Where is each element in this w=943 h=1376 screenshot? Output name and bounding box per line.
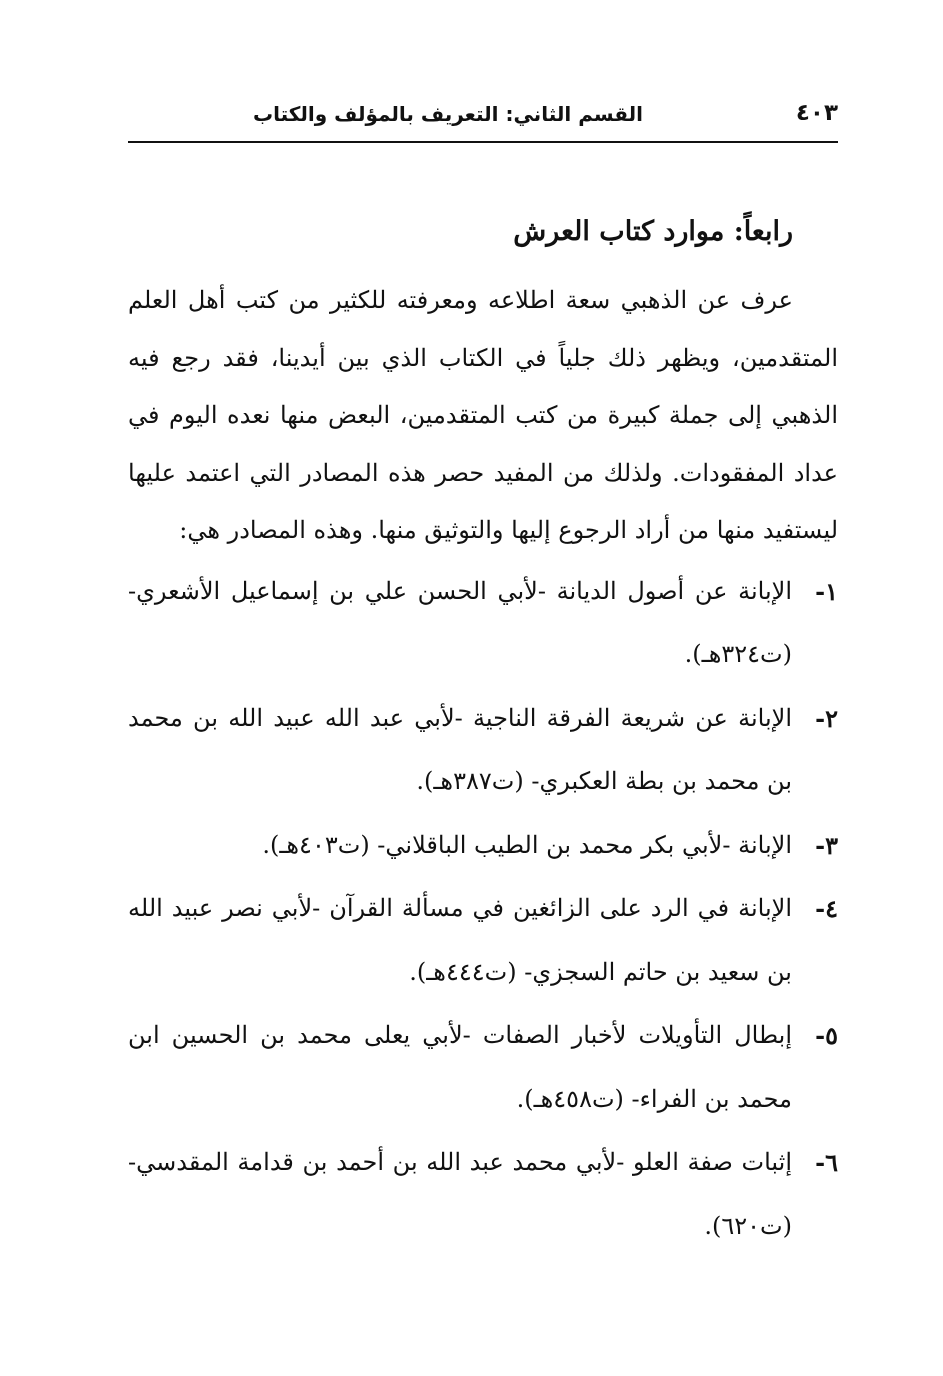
source-text: إبطال التأويلات لأخبار الصفات -لأبي يعلى محمد بن الحسين ابن محمد بن الفراء- (ت٤٥٨هـ). [128, 1021, 793, 1113]
source-number: ٣- [815, 830, 838, 860]
source-number: ٥- [815, 1021, 838, 1050]
source-number: ٦- [815, 1148, 838, 1177]
source-text: إثبات صفة العلو -لأبي محمد عبد الله بن أحمد بن قدامة المقدسي- (ت٦٢٠). [128, 1148, 792, 1240]
source-text: الإبانة في الرد على الزائغين في مسألة القرآن -لأبي نصر عبيد الله بن سعيد بن حاتم السجزي- (ت٤٤٤هـ). [128, 894, 792, 986]
source-item [128, 814, 838, 878]
source-number: ١- [815, 576, 838, 606]
header-rule [128, 141, 838, 143]
running-header [128, 98, 838, 138]
source-item [128, 560, 838, 687]
main-content [128, 204, 838, 1258]
source-item [128, 687, 838, 814]
running-header-title: القسم الثاني: التعريف بالمؤلف والكتاب [252, 102, 643, 126]
source-item [128, 877, 838, 1004]
page-number: ٤٠٣ [795, 100, 838, 126]
sources-list [128, 560, 838, 1259]
intro-paragraph: عرف عن الذهبي سعة اطلاعه ومعرفته للكثير من كتب أهل العلم المتقدمين، ويظهر ذلك جلياً في الكتاب الذي بين أيدينا، فقد رجع فيه الذهبي إلى جملة كبيرة من كتب المتقدمين، البعض منها نعده اليوم في عداد المفقودات. ولذلك من المفيد حصر هذه المصادر التي اعتمد عليها ليستفيد منها من أراد الرجوع إليها والتوثيق منها. وهذه المصادر هي: [128, 286, 838, 544]
source-text: الإبانة عن أصول الديانة -لأبي الحسن علي بن إسماعيل الأشعري- (ت٣٢٤هـ). [128, 576, 792, 668]
source-number: ٤- [815, 894, 838, 923]
source-number: ٢- [815, 703, 838, 733]
source-item [128, 1004, 838, 1131]
section-heading: رابعاً: موارد كتاب العرش [513, 216, 793, 247]
source-text: الإبانة -لأبي بكر محمد بن الطيب الباقلاني- (ت٤٠٣هـ). [262, 830, 792, 859]
source-text: الإبانة عن شريعة الفرقة الناجية -لأبي عبد الله عبيد الله بن محمد بن محمد بن بطة العكبري- (ت٣٨٧هـ). [128, 703, 792, 795]
source-item [128, 1131, 838, 1258]
